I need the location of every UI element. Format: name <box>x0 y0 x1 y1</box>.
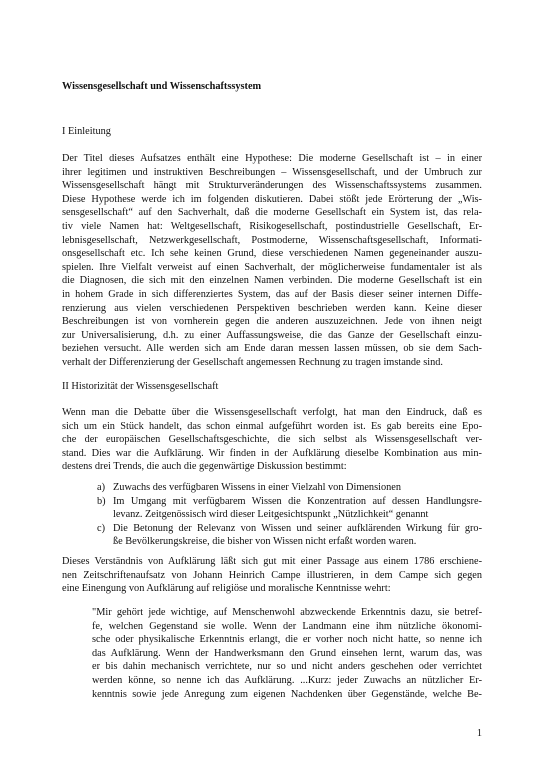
document-title: Wissensgesellschaft und Wissenschaftssystem <box>62 81 262 92</box>
text-line: eine Einengung von Aufklärung auf religiöse und moralische Kenntnisse wehrt: <box>62 583 391 595</box>
text-line: Diese Hypothese werde ich im folgenden diskutieren. Dabei stößt jede Erörterung der „Wis- <box>62 193 482 205</box>
text-line: Im Umgang mit verfügbarem Wissen die Konzentration auf dessen Handlungsre- <box>113 495 482 507</box>
page-number: 1 <box>476 728 482 739</box>
list-marker: c) <box>97 522 105 534</box>
text-line: Wissensgesellschaft hängt mit Strukturveränderungen des Wissenschaftssystems zusammen. <box>62 180 482 192</box>
text-line: che der europäischen Gesellschaftsgeschichte, die sich selbst als Wissensgesellschaft ver- <box>62 434 482 446</box>
text-line: verhalt der Differenzierung der Gesellschaft angemessen Rechnung zu tragen imstande sind. <box>62 356 443 368</box>
text-line: "Mir gehört jede wichtige, auf Menschenwohl abzweckende Erkenntnis dazu, sie betref- <box>92 607 482 618</box>
section-heading-historizitaet: II Historizität der Wissensgesellschaft <box>62 381 219 392</box>
text-line: Wenn man die Debatte über die Wissensgesellschaft verfolgt, hat man den Eindruck, daß es <box>62 407 482 418</box>
text-line: nen Zeitschriftenaufsatz von Johann Heinrich Campe illustrieren, in dem Campe sich gegen <box>62 569 482 581</box>
list-item <box>97 481 482 495</box>
list-marker: b) <box>97 495 106 507</box>
text-line: Dieses Verständnis von Aufklärung läßt sich gut mit einer Passage aus einem 1786 erschiene- <box>62 556 482 567</box>
paragraph-historizitaet <box>62 406 482 474</box>
text-line: sche oder physikalische Erkenntnis erlangt, die er vorher noch nicht hatte, so nenne ich <box>92 634 482 646</box>
text-line: spielen. Ihre Vielfalt verweist auf einen Sachverhalt, der möglicherweise fundamentaler ist als <box>62 261 482 273</box>
text-line: ße Bevölkerungskreise, die bisher von Wissen nicht erfaßt worden waren. <box>113 536 417 548</box>
paragraph-campe-intro <box>62 555 482 596</box>
text-line: stand. Dies war die Aufklärung. Wir finden in der Aufklärung dieselbe Kombination aus min- <box>62 447 482 459</box>
text-line: sensgesellschaft“ auf den Sachverhalt, daß die moderne Gesellschaft ein System ist, das rela- <box>62 207 482 219</box>
text-line: fe, welchen Gegenstand sie wolle. Wenn der Landmann eine ihm nützliche ökonomi- <box>92 620 482 632</box>
text-line: onsgesellschaft etc. Ich sehe keinen Grund, diese verschiedenen Namen gegeneinander auszu- <box>62 248 482 260</box>
paragraph-einleitung <box>62 152 482 370</box>
list-item <box>97 495 482 522</box>
list-item <box>97 522 482 549</box>
trend-list <box>97 481 482 549</box>
text-line: destens drei Trends, die auch die gegenwärtige Diskussion bestimmt: <box>62 461 347 473</box>
text-line: zur Universalisierung, d.h. zu einer Auffassungsweise, die das Ganze der Gesellschaft einzu- <box>62 329 482 341</box>
text-line: Beschreibungen ist von vornherein gegen die anderen auszuzeichnen. Jede von ihnen neigt <box>62 316 482 328</box>
text-line: sich um ein Stück handelt, das schon einmal aufgeführt worden ist. Es gab bereits eine Epo- <box>62 420 482 432</box>
text-line: lebnisgesellschaft, Netzwerkgesellschaft, Postmoderne, Wissenschaftsgesellschaft, Informati- <box>62 234 482 246</box>
campe-quote <box>92 606 482 701</box>
text-line: Der Titel dieses Aufsatzes enthält eine Hypothese: Die moderne Gesellschaft ist – in einer <box>62 153 482 164</box>
text-line: er bis dahin mechanisch verrichtete, nur so und nicht anders geschehen oder verrichtet <box>92 661 482 673</box>
text-line: tiv viele Namen hat: Weltgesellschaft, Risikogesellschaft, postindustrielle Gesellschaft, Er- <box>62 220 482 232</box>
text-line: die Diagnosen, die sich mit den einzelnen Namen verbinden. Die moderne Gesellschaft ist ein <box>62 275 482 287</box>
text-line: Zuwachs des verfügbaren Wissens in einer Vielzahl von Dimensionen <box>113 482 401 493</box>
text-line: Die Betonung der Relevanz von Wissen und seiner aufklärenden Wirkung für gro- <box>113 522 482 534</box>
text-line: beziehen versucht. Alle werden sich am Ende daran messen lassen müssen, ob sie dem Sach- <box>62 343 482 355</box>
text-line: ihrer legitimen und instruktiven Beschreibungen – Wissensgesellschaft, und der Umbruch zur <box>62 166 482 178</box>
list-marker: a) <box>97 482 105 493</box>
text-line: in hohem Grade in sich differenziertes System, das auf der Basis dieser seiner internen Diffe- <box>62 288 482 300</box>
text-line: levanz. Zeitgenössisch wird dieser Leitgesichtspunkt „Nützlichkeit“ genannt <box>113 509 429 521</box>
section-heading-einleitung: I Einleitung <box>62 126 111 137</box>
text-line: kenntnis sowie jede Anregung zum eigenen Nachdenken über Gegenstände, welche Be- <box>92 688 482 700</box>
text-line: das Aufklärung. Wenn der Handwerksmann den Grund einsehen lernt, warum das, was <box>92 647 482 659</box>
text-line: renzierung aus vielen verschiedenen Perspektiven beschrieben werden kann. Keine dieser <box>62 302 482 314</box>
text-line: werden könne, so nenne ich das Aufklärung. ...Kurz: jeder Zuwachs an nützlicher Er- <box>92 674 482 686</box>
